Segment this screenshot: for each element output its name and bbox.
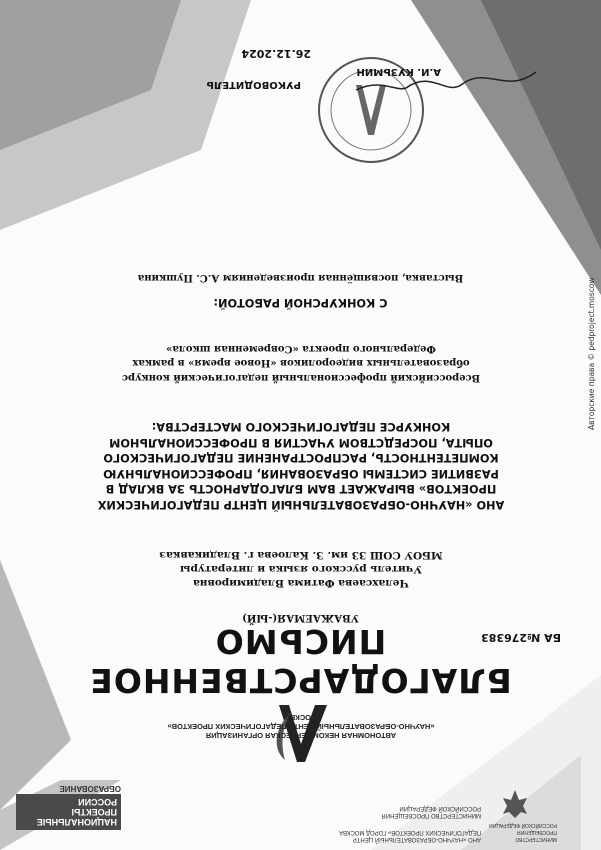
brand-line: ПРОЕКТЫ xyxy=(71,807,117,817)
header-small-line: МИНИСТЕРСТВО ПРОСВЕЩЕНИЯ xyxy=(515,829,557,842)
recipient-block xyxy=(101,548,501,590)
recipient-school: МБОУ СОШ 33 им. З. Калоева г. Владикавказ xyxy=(159,549,443,561)
header-left-block xyxy=(281,828,481,842)
document-number: БА №276383 xyxy=(481,631,561,644)
brand-line: ОБРАЗОВАНИЕ xyxy=(59,784,121,793)
organization-city: МОСКВА xyxy=(284,713,318,722)
contest-block xyxy=(61,341,541,385)
brand-label xyxy=(16,794,121,830)
greeting: УВАЖАЕМАЯ(-ЫЙ) xyxy=(242,612,359,623)
brand-line: НАЦИОНАЛЬНЫЕ xyxy=(36,817,117,827)
organization-name xyxy=(151,713,451,740)
body-line: КОНКУРСЕ ПЕДАГОГИЧЕСКОГО МАСТЕРСТВА: xyxy=(151,420,451,434)
contest-line: Всероссийский профессиональный педагогический конкурс xyxy=(121,372,481,383)
brand-line: РОССИИ xyxy=(78,797,117,807)
body-line: ОПЫТА, ПОСРЕДСТВОМ УЧАСТИЯ В ПРОФЕССИОНАЛЬНОМ xyxy=(109,436,493,449)
header-ministry-line: МИНИСТЕРСТВО ПРОСВЕЩЕНИЯ xyxy=(381,812,481,818)
body-line: АНО «НАУЧНО-ОБРАЗОВАТЕЛЬНЫЙ ЦЕНТР ПЕДАГОГИЧЕСКИХ xyxy=(97,498,505,511)
brand-block xyxy=(16,785,121,830)
document-date: 26.12.2024 xyxy=(241,47,311,60)
work-heading: С КОНКУРСНОЙ РАБОТОЙ: xyxy=(213,296,388,309)
contest-line: Федерального проекта «Современная школа» xyxy=(166,343,436,354)
organization-line: «НАУЧНО-ОБРАЗОВАТЕЛЬНЫЙ ЦЕНТР ПЕДАГОГИЧЕСКИХ ПРОЕКТОВ» xyxy=(167,722,435,731)
contest-line: образовательных видеороликов «Новое время» в рамках xyxy=(132,357,470,369)
recipient-name: Челахсаева Фатима Владимировна xyxy=(193,577,409,589)
copyright-note: Авторские права © pedproject.moscow xyxy=(587,277,596,430)
header-small-left xyxy=(487,821,557,842)
emblem-icon xyxy=(501,788,529,820)
header-left-org-line: АНО «НАУЧНО-ОБРАЗОВАТЕЛЬНЫЙ ЦЕНТР xyxy=(352,836,481,842)
header-ministry-line: РОССИЙСКОЙ ФЕДЕРАЦИИ xyxy=(399,805,481,811)
main-body xyxy=(71,419,531,512)
header-small-line: РОССИЙСКОЙ ФЕДЕРАЦИИ xyxy=(489,822,557,828)
header-ministry-block xyxy=(281,804,481,818)
organization-line: АВТОНОМНАЯ НЕКОММЕРЧЕСКАЯ ОРГАНИЗАЦИЯ xyxy=(205,731,397,740)
body-line: РАЗВИТИЕ СИСТЕМЫ ОБРАЗОВАНИЯ, ПРОФЕССИОНАЛЬНУЮ xyxy=(103,467,499,480)
body-line: КОМПЕТЕНТНОСТЬ, РАСПРОСТРАНЕНИЕ ПЕДАГОГИЧЕСКОГО xyxy=(103,451,499,465)
signatory-role: РУКОВОДИТЕЛЬ xyxy=(206,79,301,90)
header-left-org-line: ПЕДАГОГИЧЕСКИХ ПРОЕКТОВ» ГОРОД МОСКВА xyxy=(339,829,481,835)
document-title: БЛАГОДАРСТВЕННОЕ ПИСЬМО xyxy=(89,622,512,700)
recipient-position: Учитель русского языка и литературы xyxy=(180,563,422,575)
work-title: Выставка, посвящённая произведениям А.С. Пушкина xyxy=(137,272,464,283)
signatory-name: А.И. КУЗЬМИН xyxy=(356,66,441,77)
body-line: ПРОЕКТОВ» ВЫРАЖАЕТ ВАМ БЛАГОДАРНОСТЬ ЗА ВКЛАД В xyxy=(105,482,497,496)
